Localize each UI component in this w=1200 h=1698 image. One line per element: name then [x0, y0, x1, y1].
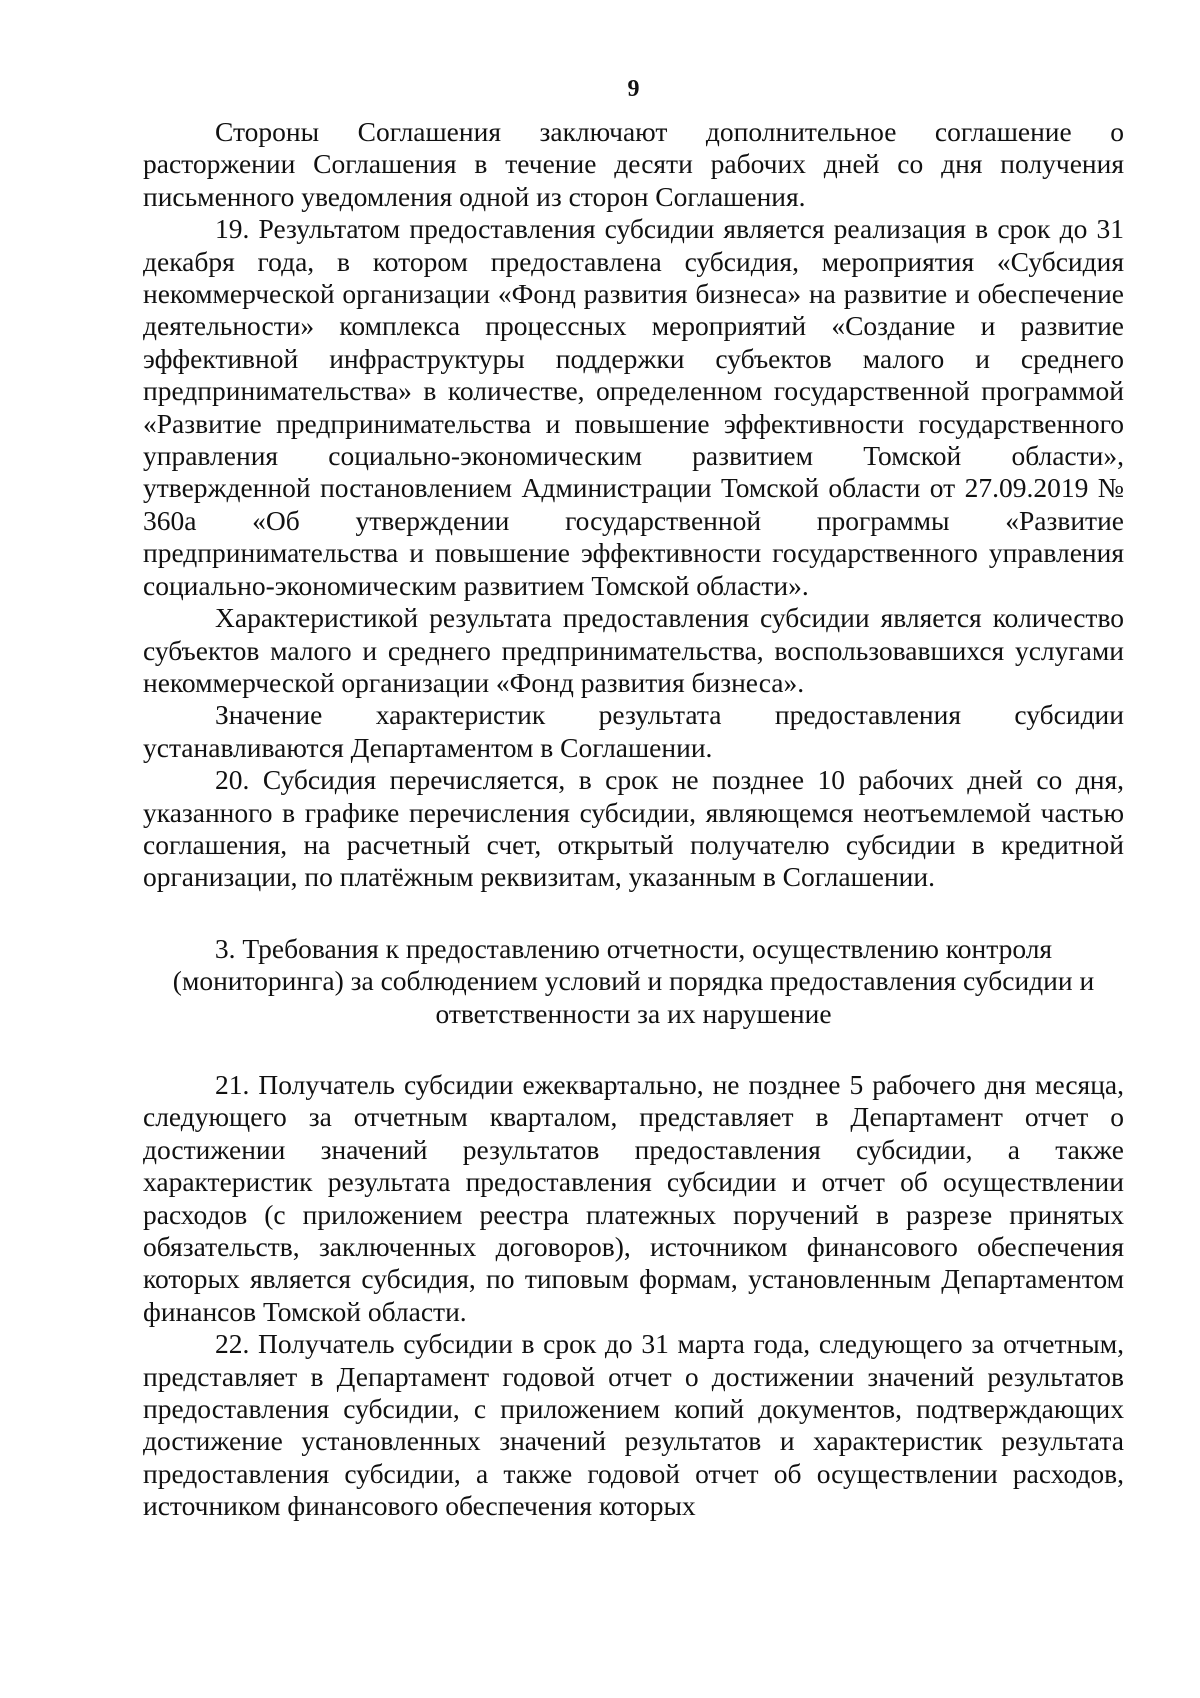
- section-heading-line: ответственности за их нарушение: [435, 997, 832, 1029]
- paragraph-20: 20. Субсидия перечисляется, в срок не позднее 10 рабочих дней со дня, указанного в графике перечисления субсидии, являющемся неотъемлемой частью соглашения, на расчетный счет, открытый получателю субсидии в кредитной организации, по платёжным реквизитам, указанным в Соглашении.: [143, 764, 1124, 893]
- paragraph-characteristic-values: Значение характеристик результата предоставления субсидии устанавливаются Департаментом в Соглашении.: [143, 699, 1124, 763]
- section-heading-3: [143, 933, 1124, 1030]
- section-heading-line: 3. Требования к предоставлению отчетности, осуществлению контроля: [214, 932, 1053, 964]
- paragraph-21: 21. Получатель субсидии ежеквартально, не позднее 5 рабочего дня месяца, следующего за отчетным кварталом, представляет в Департамент отчет о достижении значений результатов предоставления субсидии, а также характеристик результата предоставления субсидии и отчет об осуществлении расходов (с приложением реестра платежных поручений в разрезе принятых обязательств, заключенных договоров), источником финансового обеспечения которых является субсидия, по типовым формам, установленным Департаментом финансов Томской области.: [143, 1068, 1124, 1327]
- section-heading-line: (мониторинга) за соблюдением условий и порядка предоставления субсидии и: [172, 965, 1095, 997]
- paragraph-19: 19. Результатом предоставления субсидии является реализация в срок до 31 декабря года, в котором предоставлена субсидия, мероприятия «Субсидия некоммерческой организации «Фонд развития бизнеса» на развитие и обеспечение деятельности» комплекса процессных мероприятий «Создание и развитие эффективной инфраструктуры поддержки субъектов малого и среднего предпринимательства» в количестве, определенном государственной программой «Развитие предпринимательства и повышение эффективности государственного управления социально-экономическим развитием Томской области», утвержденной постановлением Администрации Томской области от 27.09.2019 № 360а «Об утверждении государственной программы «Развитие предпринимательства и повышение эффективности государственного управления социально-экономическим развитием Томской области».: [143, 213, 1124, 601]
- page-number: 9: [627, 76, 640, 102]
- paragraph-termination: Стороны Соглашения заключают дополнительное соглашение о расторжении Соглашения в течение десяти рабочих дней со дня получения письменного уведомления одной из сторон Соглашения.: [143, 116, 1124, 212]
- paragraph-result-characteristic: Характеристикой результата предоставления субсидии является количество субъектов малого и среднего предпринимательства, воспользовавшихся услугами некоммерческой организации «Фонд развития бизнеса».: [143, 602, 1124, 698]
- paragraph-22: 22. Получатель субсидии в срок до 31 марта года, следующего за отчетным, представляет в Департамент годовой отчет о достижении значений результатов предоставления субсидии, с приложением копий документов, подтверждающих достижение установленных значений результатов и характеристик результата предоставления субсидии, а также годовой отчет об осуществлении расходов, источником финансового обеспечения которых: [143, 1328, 1124, 1522]
